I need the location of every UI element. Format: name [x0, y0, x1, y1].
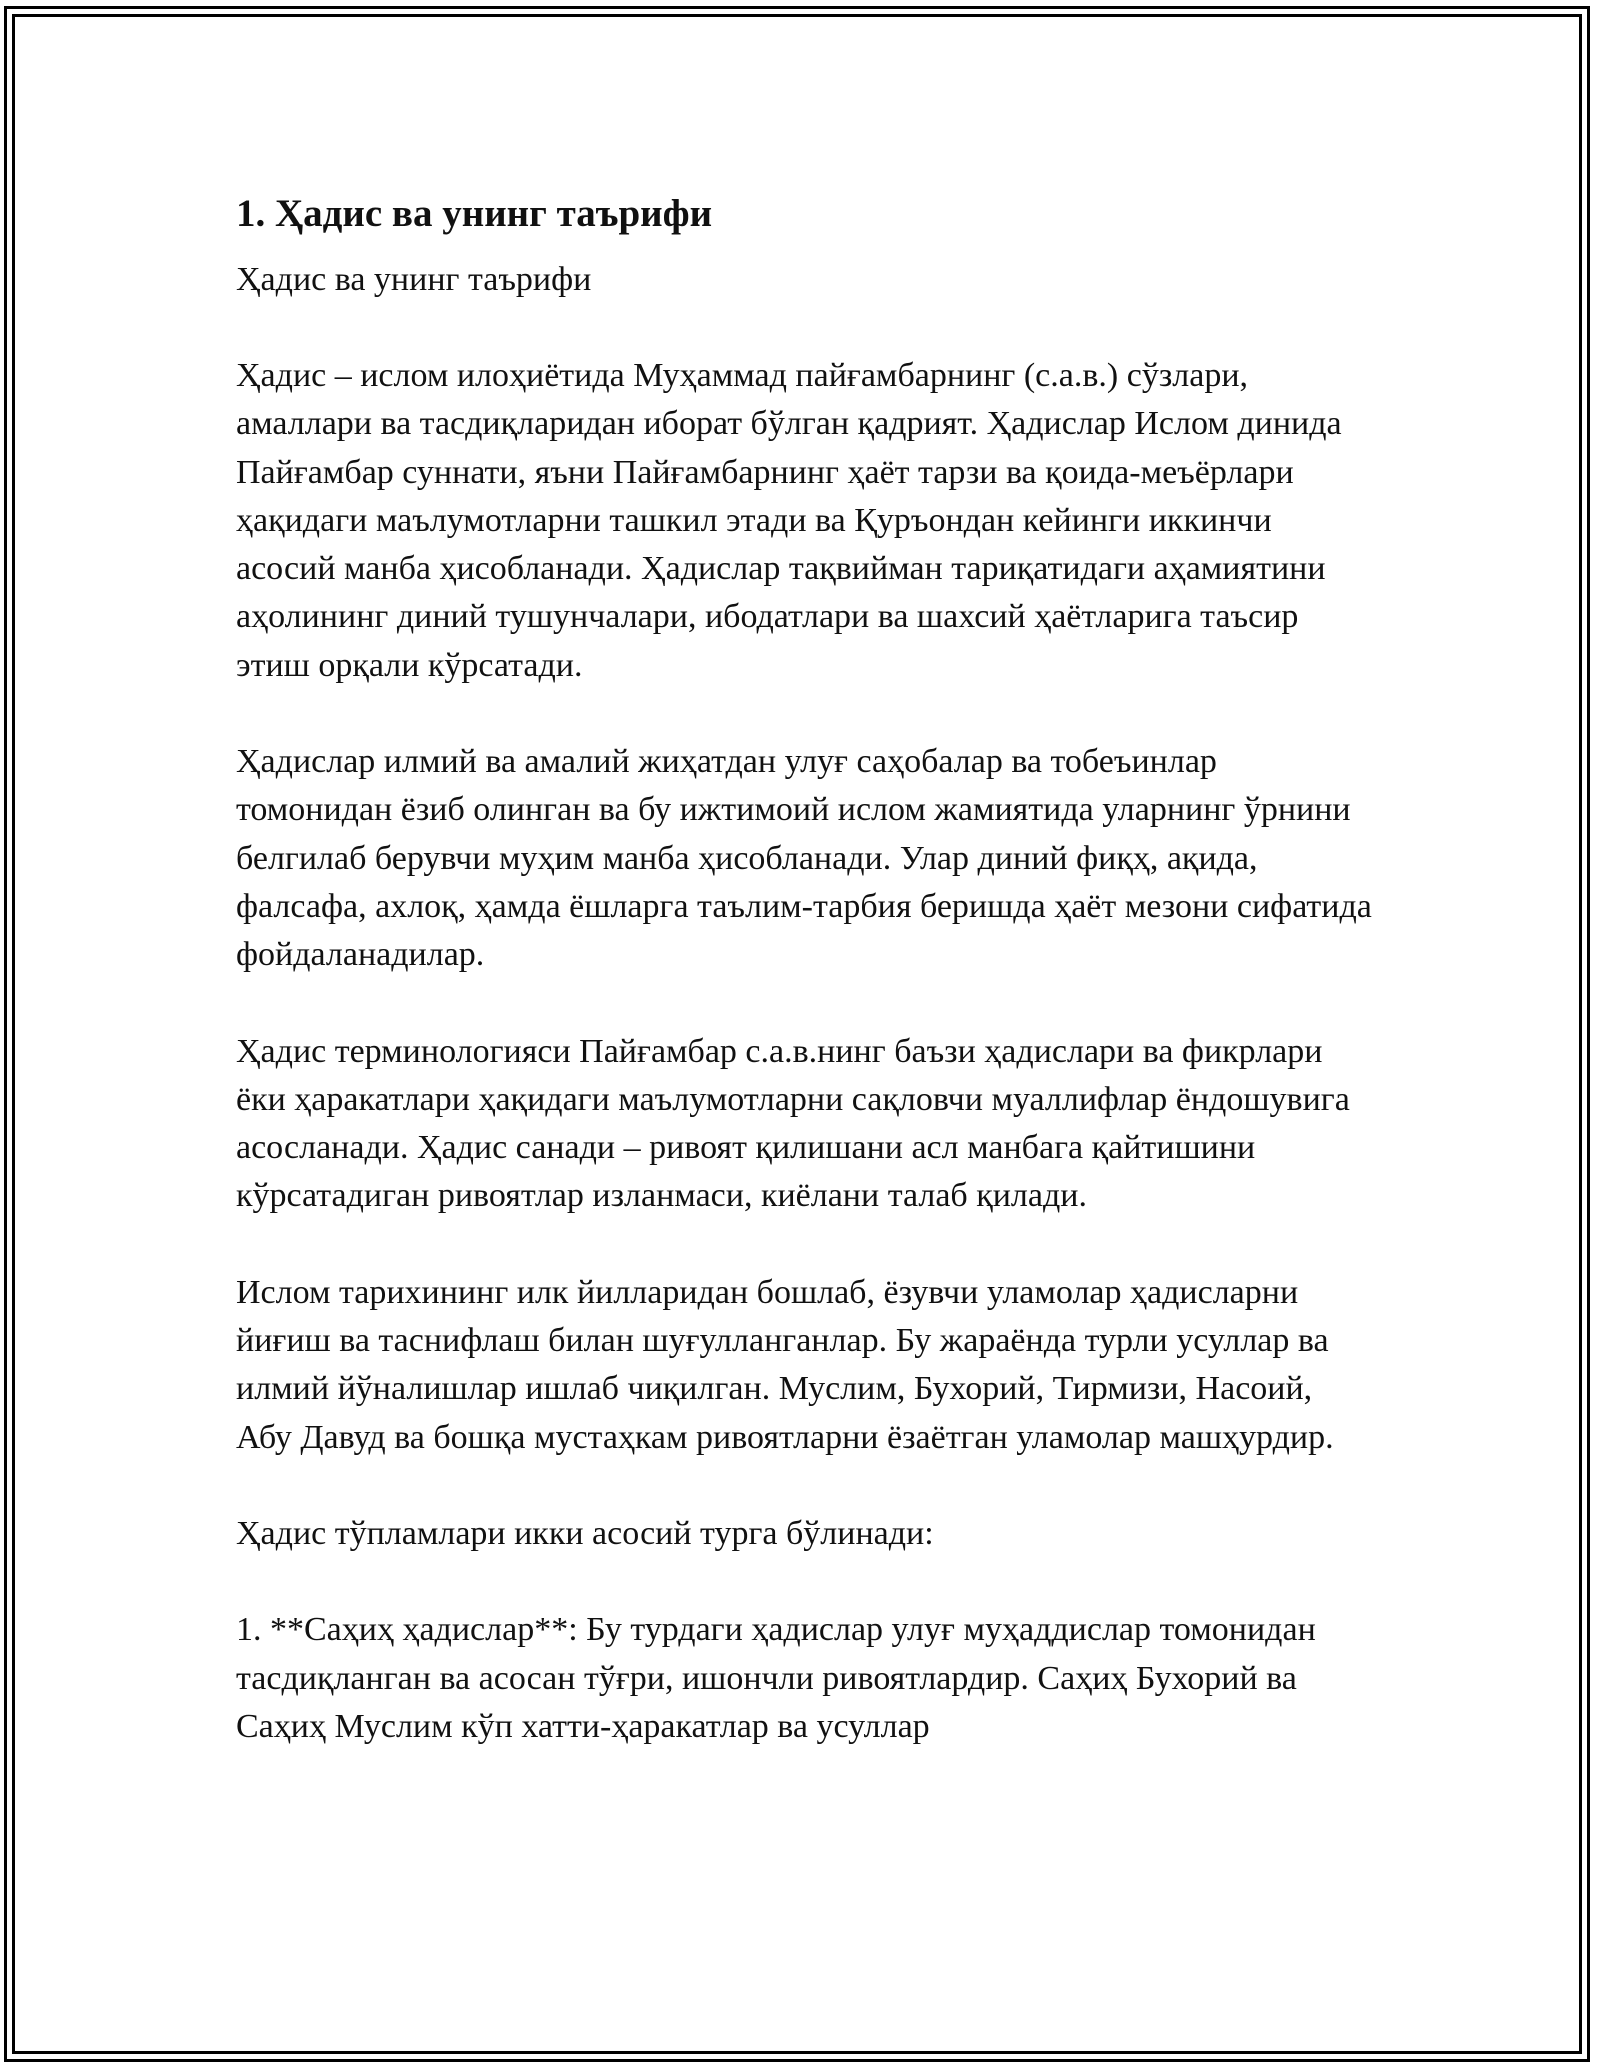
- paragraph-sahih: 1. **Саҳиҳ ҳадислар**: Бу турдаги ҳадислар улуғ муҳаддислар томонидан тасдиқланган ва асосан тўғри, ишончли ривоятлардир. Саҳиҳ Бухорий ва Саҳиҳ Муслим кўп хатти-ҳаракатлар ва усуллар: [236, 1611, 1316, 1745]
- paragraph-definition: Ҳадис – ислом илоҳиётида Муҳаммад пайғамбарнинг (с.а.в.) сўзлари, амаллари ва тасдиқларидан иборат бўлган қадрият. Ҳадислар Ислом динида Пайғамбар суннати, яъни Пайғамбарнинг ҳаёт тарзи ва қоида-меъёрлари ҳақидаги маълумотларни ташкил этади ва Қуръондан кейинги иккинчи асосий манба ҳисобланади. Ҳадислар тақвийман тариқатидаги аҳамиятини аҳолининг диний тушунчалари, ибодатлари ва шахсий ҳаётларига таъсир этиш орқали кўрсатади.: [236, 357, 1342, 684]
- paragraph-collections-intro: Ҳадис тўпламлари икки асосий турга бўлинади:: [236, 1514, 934, 1552]
- paragraph-terminology: Ҳадис терминологияси Пайғамбар с.а.в.нинг баъзи ҳадислари ва фикрлари ёки ҳаракатлари ҳақидаги маълумотларни сақловчи муаллифлар ёндошувига асосланади. Ҳадис санади – ривоят қилишани асл манбага қайтишини кўрсатадиган ривоятлар изланмаси, киёлани талаб қилади.: [236, 1032, 1350, 1215]
- document-subtitle: Ҳадис ва унинг таърифи: [236, 261, 592, 298]
- paragraph-sources: Ҳадислар илмий ва амалий жиҳатдан улуғ саҳобалар ва тобеъинлар томонидан ёзиб олинган ва бу ижтимоий ислом жамиятида уларнинг ўрнини белгилаб берувчи муҳим манба ҳисобланади. Улар диний фиқҳ, ақида, фалсафа, ахлоқ, ҳамда ёшларга таълим-тарбия беришда ҳаёт мезони сифатида фойдаланадилар.: [236, 743, 1372, 974]
- document-content: [236, 186, 1376, 1751]
- paragraph-history: Ислом тарихининг илк йилларидан бошлаб, ёзувчи уламолар ҳадисларни йиғиш ва таснифлаш билан шуғулланганлар. Бу жараёнда турли усуллар ва илмий йўналишлар ишлаб чиқилган. Муслим, Бухорий, Тирмизи, Насоий, Абу Давуд ва бошқа мустаҳкам ривоятларни ёзаётган уламолар машҳурдир.: [236, 1273, 1334, 1456]
- document-heading: 1. Ҳадис ва унинг таърифи: [236, 192, 713, 235]
